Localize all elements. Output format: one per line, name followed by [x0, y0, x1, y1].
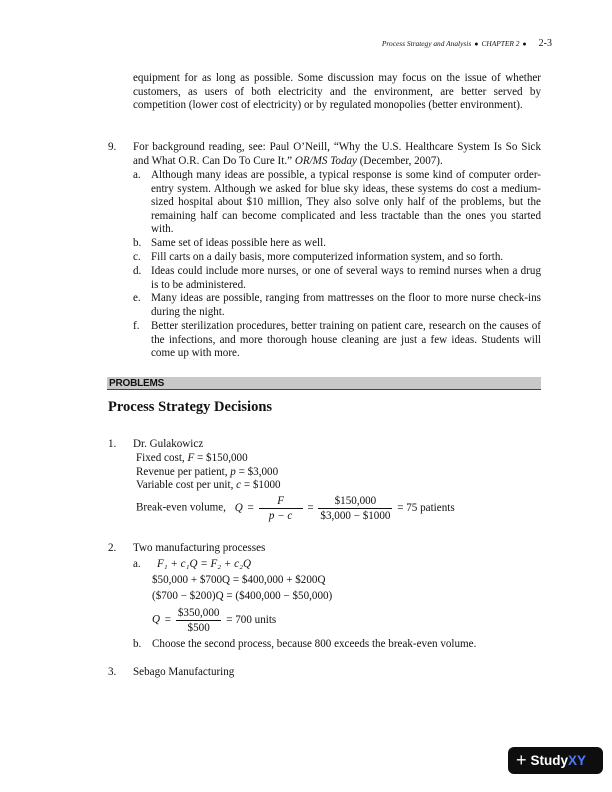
- label: Fixed cost,: [136, 452, 188, 464]
- list-letter: b.: [133, 237, 142, 249]
- list-item-text: Fill carts on a daily basis, more computerized information system, and so forth.: [151, 251, 504, 263]
- running-title: Process Strategy and Analysis: [381, 39, 472, 48]
- variable: F: [187, 452, 195, 464]
- list-letter: d.: [133, 265, 142, 277]
- list-item: [133, 292, 541, 319]
- list-letter: f.: [133, 320, 140, 332]
- list-letter: a.: [133, 169, 141, 181]
- equals: =: [307, 501, 314, 514]
- value: = $150,000: [194, 452, 248, 464]
- list-item-text: Although many ideas are possible, a typical response is some kind of computer order-entry system. Although we asked for blue sky ideas, these systems do cost a medium-sized hospital about $10 million, They also solve only half of the problems, but the remaining half can become complicated and less tractable than the ones you started with.: [151, 169, 541, 236]
- continuation-paragraph: equipment for as long as possible. Some discussion may focus on the issue of whether customers, as users of both electricity and the environment, are better served by competition (lower cost of electricity) or by regulated monopolies (better environment).: [133, 72, 541, 112]
- list-item-text: Ideas could include more nurses, or one of several ways to remind nurses when a drug is to be administered.: [151, 265, 541, 291]
- denominator: p − c: [268, 510, 293, 522]
- variable: p: [230, 466, 236, 478]
- equation: ($700 − $200)Q = ($400,000 − $50,000): [152, 590, 333, 602]
- list-letter: a.: [133, 558, 141, 570]
- problem-title: Sebago Manufacturing: [133, 666, 235, 678]
- problem-title: Dr. Gulakowicz: [133, 438, 204, 450]
- item9-text-before: For background reading, see: Paul O’Neill, “Why the U.S. Healthcare System Is So Sick and What O.R. Can Do To Cure It.”: [133, 141, 541, 167]
- variable: Q: [234, 501, 243, 514]
- list-letter: e.: [133, 292, 141, 304]
- fixed-cost-line: [136, 452, 248, 466]
- list-item: [133, 169, 541, 237]
- list-item-text: Better sterilization procedures, better training on patient care, research on the causes of the infections, and more thorough house cleaning are just a few ideas. Students will come up with more.: [151, 320, 541, 360]
- label: Revenue per patient,: [136, 466, 231, 478]
- list-letter: b.: [133, 638, 142, 650]
- list-letter: c.: [133, 251, 141, 263]
- numerator: $150,000: [318, 494, 392, 509]
- list-item: [133, 265, 541, 292]
- denominator: $3,000 − $1000: [320, 510, 391, 522]
- label: Variable cost per unit,: [136, 479, 237, 491]
- problem-number: 1.: [108, 438, 117, 450]
- list-item-text: Same set of ideas possible here as well.: [151, 237, 326, 249]
- list-item: [133, 237, 541, 251]
- variable: Q: [152, 613, 161, 626]
- plus-icon: +: [516, 750, 527, 770]
- logo-text: Study: [530, 753, 569, 768]
- logo-text-accent: XY: [568, 753, 587, 768]
- equals: =: [164, 613, 172, 626]
- running-header: [382, 37, 552, 52]
- equation: $50,000 + $700Q = $400,000 + $200Q: [152, 574, 326, 586]
- item9-text: [133, 141, 541, 168]
- result: = 700 units: [226, 613, 277, 626]
- studyxy-logo[interactable]: [508, 747, 603, 774]
- list-item: [133, 251, 541, 265]
- revenue-line: [136, 466, 278, 480]
- equals: =: [247, 501, 254, 514]
- list-item-text: Many ideas are possible, ranging from mattresses on the floor to more nurse check-ins during the night.: [151, 292, 541, 318]
- list-item: [133, 320, 541, 361]
- bullet-icon: ●: [474, 40, 479, 48]
- section-heading: Process Strategy Decisions: [108, 399, 273, 415]
- fraction: [259, 494, 303, 523]
- numerator: $350,000: [177, 607, 220, 619]
- fraction: [176, 606, 222, 635]
- fraction: [318, 494, 392, 523]
- label: Break-even volume,: [136, 501, 226, 514]
- item-number: 9.: [108, 141, 117, 153]
- problem-number: 3.: [108, 666, 117, 678]
- variable-cost-line: [136, 479, 281, 493]
- denominator: $500: [187, 622, 210, 634]
- chapter-label: CHAPTER 2: [481, 39, 520, 48]
- page-number: 2-3: [538, 38, 552, 49]
- break-even-equation: [136, 494, 455, 523]
- problem-number: 2.: [108, 542, 117, 554]
- numerator: F: [259, 494, 303, 509]
- item9-text-after: (December, 2007).: [356, 154, 443, 167]
- value: = $1000: [241, 479, 281, 491]
- problem-title: Two manufacturing processes: [133, 542, 266, 554]
- section-band-label: PROBLEMS: [109, 378, 165, 389]
- list-item-text: Choose the second process, because 800 exceeds the break-even volume.: [152, 638, 477, 650]
- equation: F₁ + c₁Q = F₂ + c₂Q: [157, 558, 251, 570]
- section-band: [107, 377, 541, 390]
- value: = $3,000: [235, 466, 279, 478]
- equation: [152, 606, 276, 635]
- variable: c: [236, 479, 242, 491]
- result: = 75 patients: [397, 501, 455, 514]
- journal-title: OR/MS Today: [294, 154, 357, 167]
- bullet-icon: ●: [522, 40, 527, 48]
